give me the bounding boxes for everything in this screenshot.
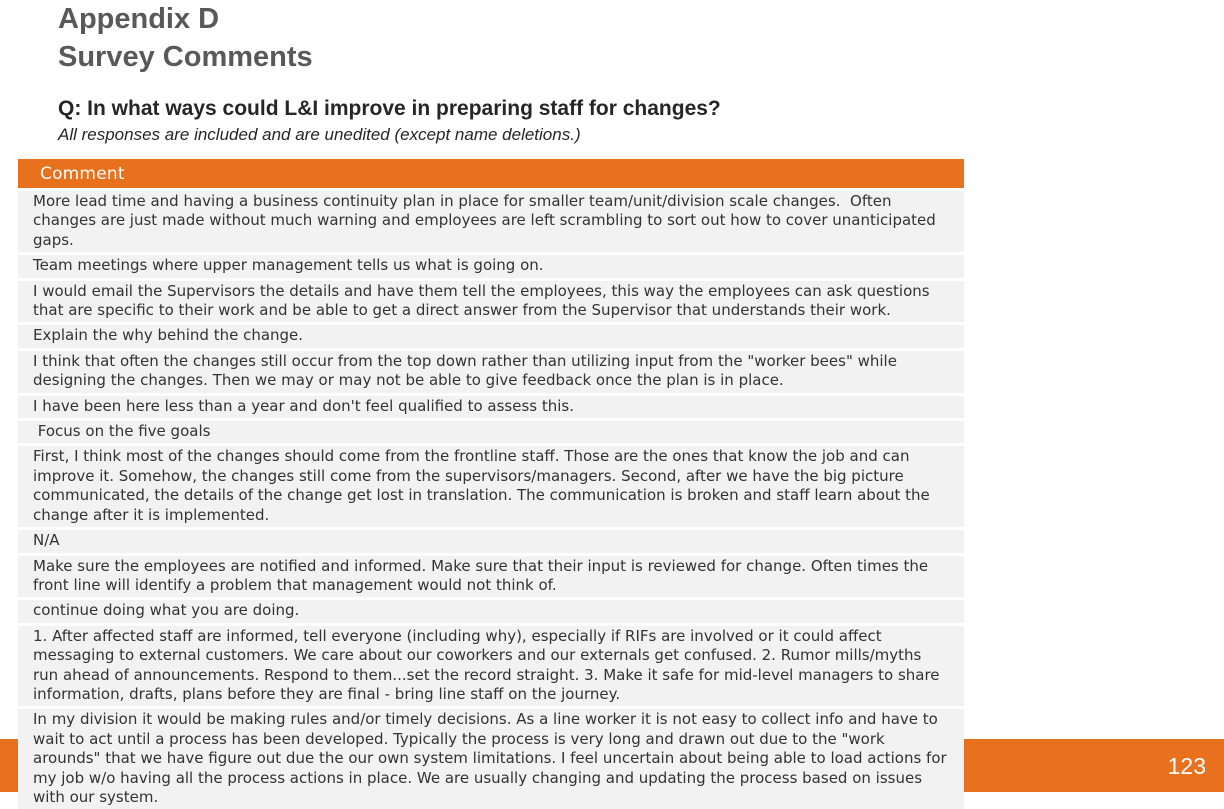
title-line-1: Appendix D xyxy=(58,3,220,35)
survey-question: Q: In what ways could L&I improve in preparing staff for changes? xyxy=(58,97,721,120)
table-row: Make sure the employees are notified and informed. Make sure that their input is reviewed for change. Often times the front line will identify a problem that management would not think of. xyxy=(18,556,964,598)
page-number: 123 xyxy=(1167,753,1206,779)
table-row: Focus on the five goals xyxy=(18,421,964,443)
table-row: I have been here less than a year and don't feel qualified to assess this. xyxy=(18,396,964,418)
responses-note: All responses are included and are unedited (except name deletions.) xyxy=(58,125,581,144)
table-row: Team meetings where upper management tells us what is going on. xyxy=(18,255,964,277)
table-row: N/A xyxy=(18,530,964,552)
page-title xyxy=(58,0,313,76)
comments-table xyxy=(18,159,964,809)
table-row: In my division it would be making rules and/or timely decisions. As a line worker it is not easy to collect info and have to wait to act until a process has been developed. Typically the process is very long and drawn out due to the "work arounds" that we have figure out due the our own system limitations. I feel uncertain about being able to load actions for my job w/o having all the process actions in place. We are usually changing and updating the process based on issues with our system. xyxy=(18,709,964,809)
table-row: More lead time and having a business continuity plan in place for smaller team/unit/division scale changes. Often changes are just made without much warning and employees are left scrambling to sort out how to cover unanticipated gaps. xyxy=(18,191,964,252)
table-row: continue doing what you are doing. xyxy=(18,600,964,622)
table-row: 1. After affected staff are informed, tell everyone (including why), especially if RIFs are involved or it could affect messaging to external customers. We care about our coworkers and our externals get confused. 2. Rumor mills/myths run ahead of announcements. Respond to them...set the record straight. 3. Make it safe for mid-level managers to share information, drafts, plans before they are final - bring line staff on the journey. xyxy=(18,626,964,707)
comment-column-header: Comment xyxy=(40,163,125,184)
table-row: I think that often the changes still occur from the top down rather than utilizing input from the "worker bees" while designing the changes. Then we may or may not be able to give feedback once the plan is in place. xyxy=(18,351,964,393)
table-row: First, I think most of the changes should come from the frontline staff. Those are the ones that know the job and can improve it. Somehow, the changes still come from the supervisors/managers. Second, after we have the big picture communicated, the details of the change get lost in translation. The communication is broken and staff learn about the change after it is implemented. xyxy=(18,446,964,527)
table-row: Explain the why behind the change. xyxy=(18,325,964,347)
table-header xyxy=(18,159,964,188)
title-line-2: Survey Comments xyxy=(58,41,313,73)
table-row: I would email the Supervisors the details and have them tell the employees, this way the employees can ask questions that are specific to their work and be able to get a direct answer from the Supervisor that understands their work. xyxy=(18,281,964,323)
